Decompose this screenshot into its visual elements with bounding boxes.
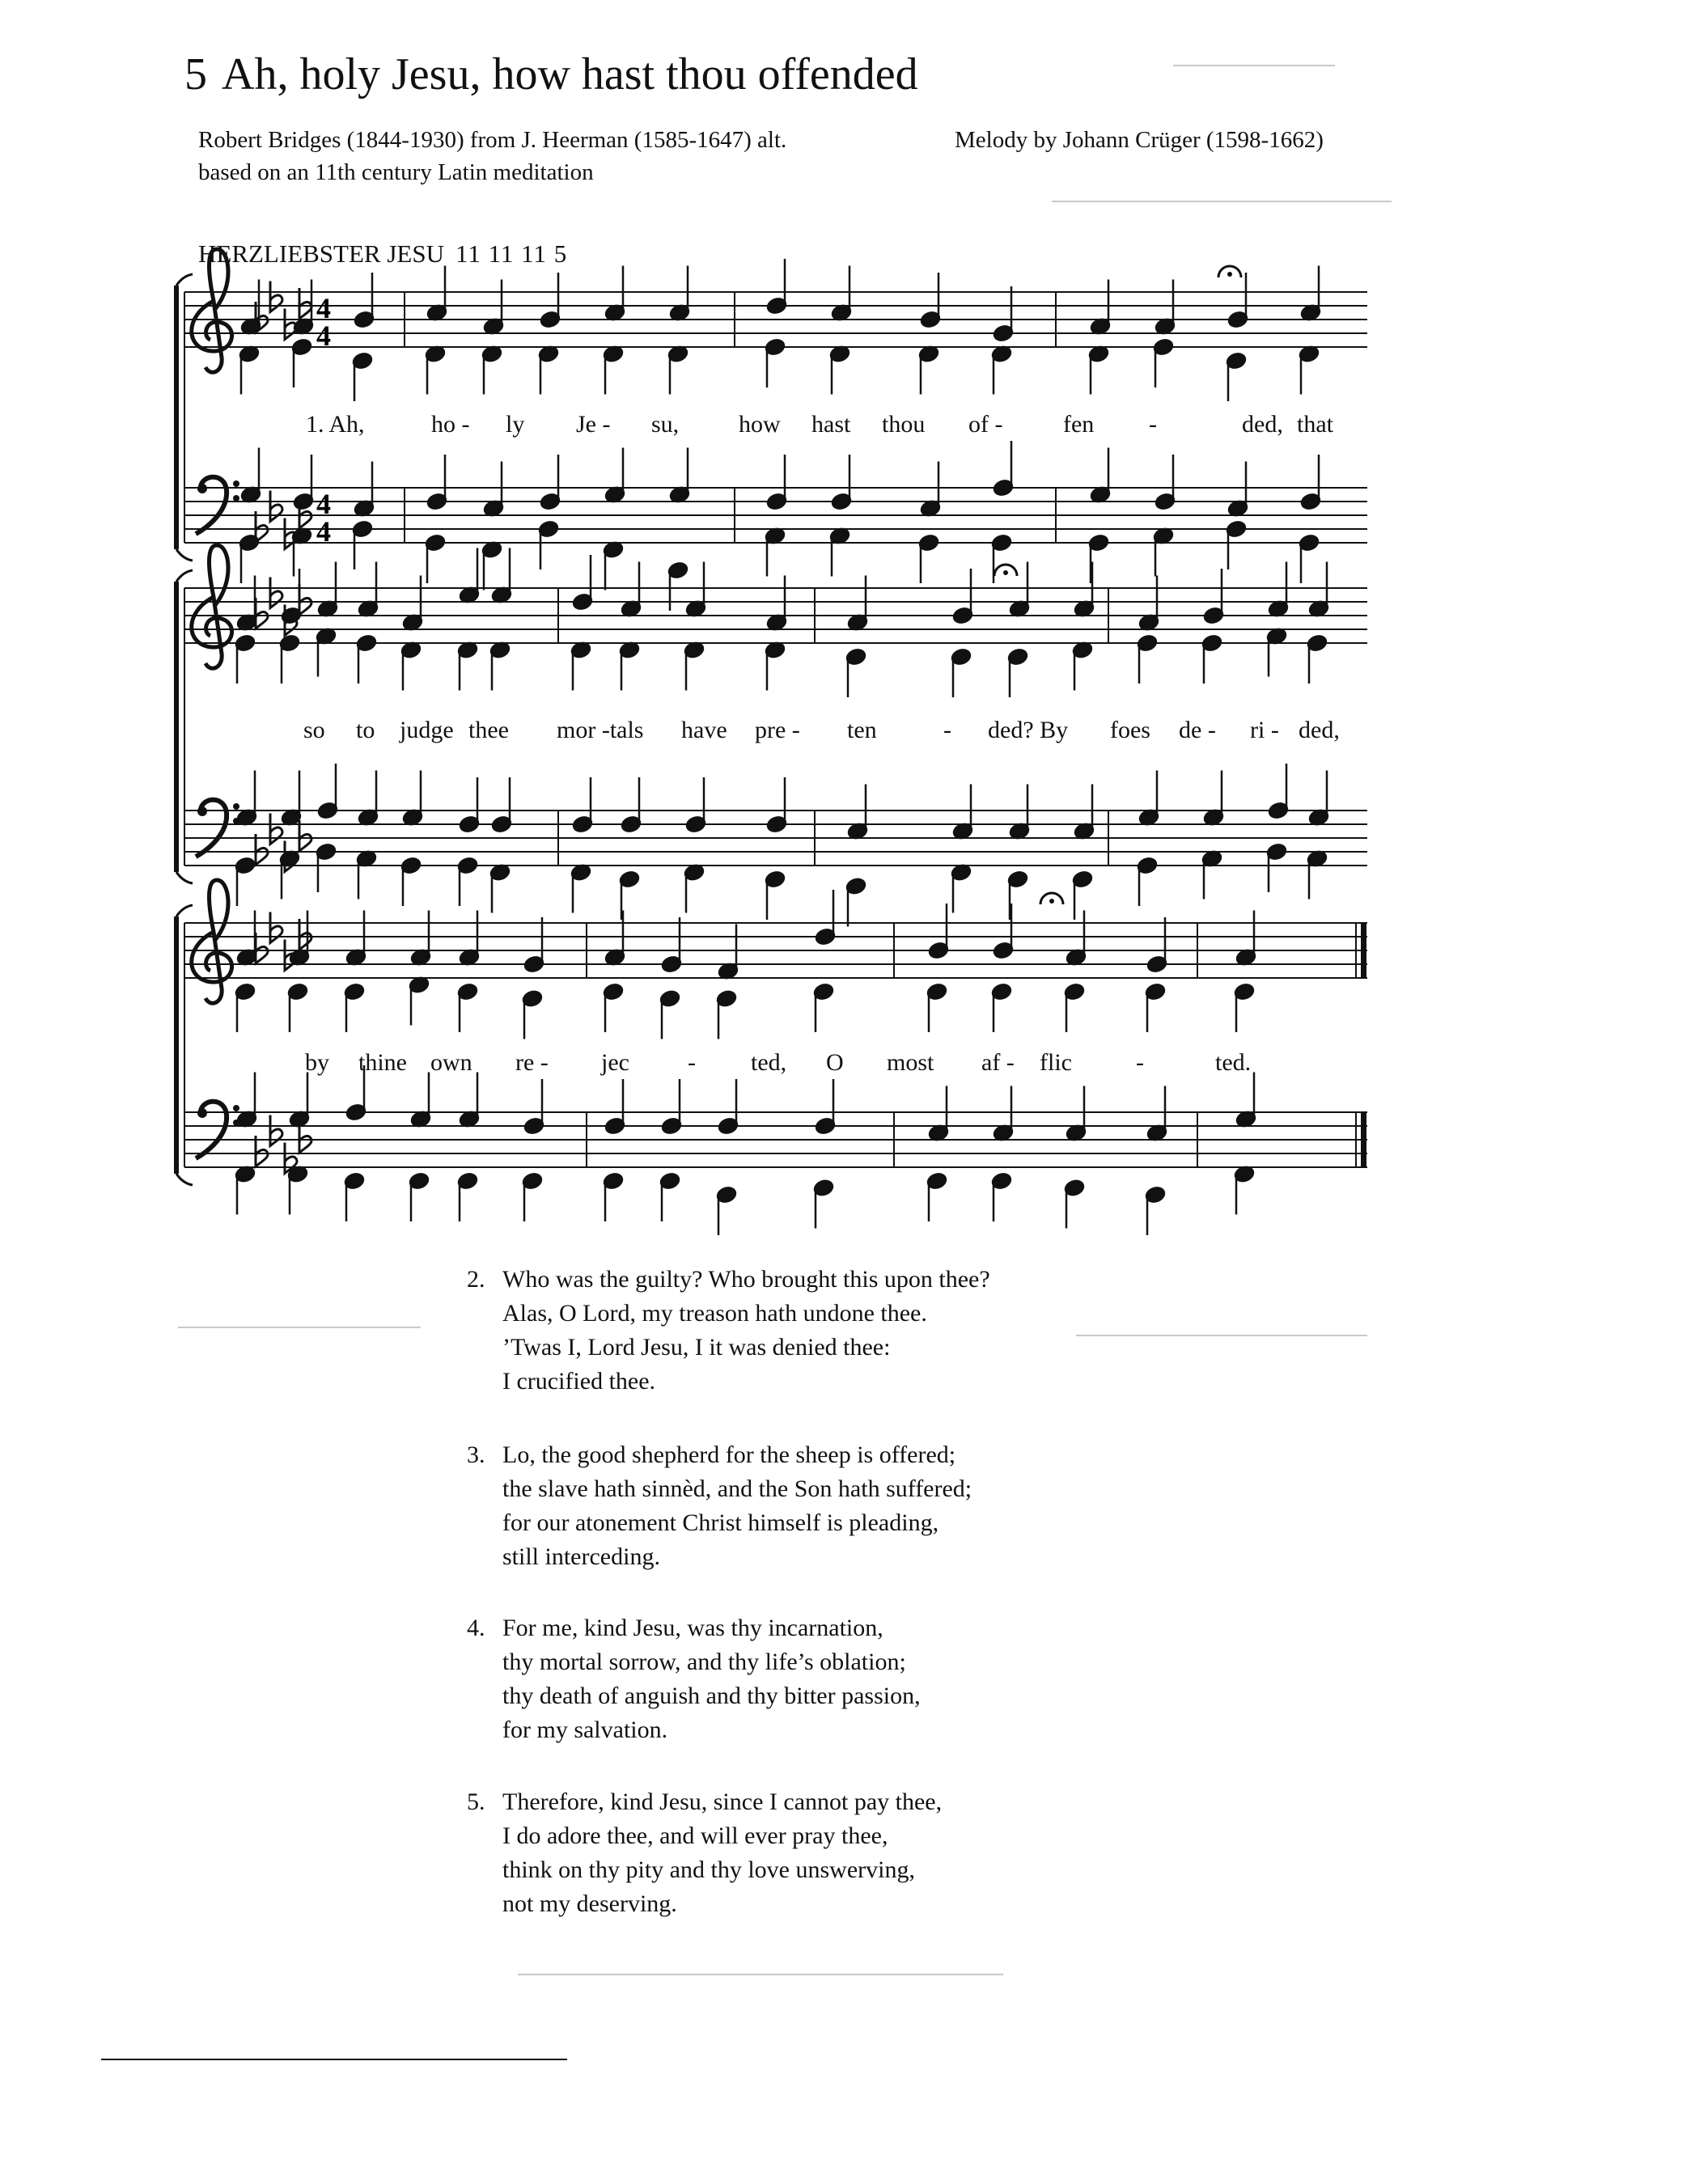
bracket-hook (176, 274, 193, 286)
lyric-syllable: hast (811, 411, 851, 438)
lyric-syllable: O (826, 1049, 844, 1076)
lyric-syllable: ted, (751, 1049, 787, 1076)
lyric-syllable: of - (968, 411, 1003, 438)
treble-clef (192, 545, 232, 668)
lyric-syllable: thine (358, 1049, 407, 1076)
scan-speck (178, 1327, 421, 1328)
lyric-syllable: thee (468, 717, 509, 743)
text-credit-line2: based on an 11th century Latin meditation (198, 159, 594, 185)
bass-clef (196, 1102, 239, 1158)
lyric-syllable: re - (515, 1049, 549, 1076)
lyric-syllable: flic (1040, 1049, 1072, 1076)
lyric-syllable: foes (1110, 717, 1150, 743)
verse-number: 2. (467, 1266, 485, 1293)
lyric-syllable: jec (601, 1049, 629, 1076)
hymn-title: Ah, holy Jesu, how hast thou offended (222, 49, 918, 99)
lyric-syllable: ly (506, 411, 525, 438)
tune-meter: 11 11 11 5 (455, 239, 568, 268)
lyric-syllable: that (1297, 411, 1333, 438)
key-flat (270, 491, 282, 522)
verse-number: 5. (467, 1788, 485, 1815)
bracket-hook (176, 905, 193, 916)
verse-line: Alas, O Lord, my treason hath undone thee. (502, 1300, 927, 1327)
verse-line: think on thy pity and thy love unswerving, (502, 1856, 915, 1883)
verse-2 (467, 1263, 990, 1399)
key-flat (270, 912, 282, 943)
treble-clef (192, 249, 232, 372)
bass-clef (196, 477, 239, 534)
lyric-syllable: by (305, 1049, 329, 1076)
final-bar-thick (1361, 1112, 1366, 1167)
verse-line: still interceding. (502, 1543, 660, 1570)
verse-line: I crucified thee. (502, 1368, 656, 1395)
system-1 (176, 249, 1367, 904)
bracket-hook (176, 549, 193, 561)
lyric-syllable: - (1136, 1049, 1144, 1076)
lyric-syllable: - (943, 717, 951, 743)
verse-line: I do adore thee, and will ever pray thee, (502, 1822, 888, 1849)
verse-3 (467, 1438, 972, 1574)
verse-line: thy death of anguish and thy bitter passion, (502, 1682, 921, 1709)
scan-speck (1076, 1335, 1367, 1336)
lyric-syllable: mor -tals (557, 717, 644, 743)
fermata-dot (1049, 899, 1054, 904)
fermata-dot (1003, 570, 1008, 575)
verse-line: the slave hath sinnèd, and the Son hath suffered; (502, 1475, 972, 1502)
lyric-syllable: ho - (431, 411, 470, 438)
bracket-hook (176, 570, 193, 582)
lyric-syllable: ded, (1242, 411, 1283, 438)
bass-clef (196, 800, 239, 857)
verse-line: for my salvation. (502, 1716, 668, 1743)
lyric-syllable: pre - (755, 717, 800, 743)
lyric-syllable: 1. Ah, (306, 411, 365, 438)
music-credit: Melody by Johann Crüger (1598-1662) (955, 127, 1324, 153)
verse-line: Lo, the good shepherd for the sheep is offered; (502, 1441, 956, 1468)
scan-speck (518, 1974, 1003, 1975)
key-flat (270, 281, 282, 312)
key-flat (270, 1115, 282, 1146)
verse-line: ’Twas I, Lord Jesu, I it was denied thee: (502, 1334, 891, 1361)
verse-line: Who was the guilty? Who brought this upon thee? (502, 1266, 990, 1293)
bracket-hook (176, 872, 193, 883)
lyric-syllable: most (887, 1049, 934, 1076)
treble-clef (192, 880, 232, 1003)
verse-5 (467, 1785, 942, 1921)
verse-line: not my deserving. (502, 1890, 677, 1917)
lyric-syllable: de - (1179, 717, 1216, 743)
lyric-syllable: own (430, 1049, 472, 1076)
lyric-syllable: - (688, 1049, 696, 1076)
hymn-number: 5 (184, 49, 207, 99)
lyric-syllable: ted. (1215, 1049, 1252, 1076)
lyric-syllable: so (303, 717, 325, 743)
lyric-syllable: - (1149, 411, 1157, 438)
verse-line: Therefore, kind Jesu, since I cannot pay thee, (502, 1788, 943, 1815)
lyric-syllable: have (681, 717, 727, 743)
time-signature-top: 4 (316, 488, 331, 520)
time-signature-top: 4 (316, 292, 331, 324)
bracket-hook (176, 1174, 193, 1185)
lyric-syllable: how (739, 411, 781, 438)
verse-line: thy mortal sorrow, and thy life’s oblation; (502, 1649, 906, 1675)
lyric-syllable: to (356, 717, 375, 743)
fermata-dot (1227, 272, 1232, 277)
lyric-syllable: Je - (576, 411, 611, 438)
time-signature-bottom: 4 (316, 320, 331, 352)
lyric-syllable: ri - (1250, 717, 1279, 743)
verse-line: for our atonement Christ himself is pleading, (502, 1509, 939, 1536)
lyric-syllable: ded? By (988, 717, 1069, 743)
lyric-syllable: thou (882, 411, 926, 438)
lyric-syllable: fen (1063, 411, 1095, 438)
key-flat (270, 578, 282, 608)
scan-speck (1173, 65, 1335, 66)
tune-name: HERZLIEBSTER JESU (198, 239, 444, 268)
final-bar-thick (1361, 923, 1366, 978)
verse-number: 3. (467, 1441, 485, 1468)
footer-rule (101, 2059, 567, 2060)
lyric-syllable: su, (651, 411, 680, 438)
verse-number: 4. (467, 1615, 485, 1641)
key-flat (270, 814, 282, 844)
text-credit-line1: Robert Bridges (1844-1930) from J. Heerman (1585-1647) alt. (198, 127, 787, 153)
verse-line: For me, kind Jesu, was thy incarnation, (502, 1615, 883, 1641)
lyric-syllable: af - (981, 1049, 1015, 1076)
lyric-syllable: judge (400, 717, 454, 743)
time-signature-bottom: 4 (316, 515, 331, 548)
scan-speck (1052, 201, 1392, 202)
lyric-syllable: ten (847, 717, 877, 743)
verse-4 (467, 1611, 921, 1747)
lyric-syllable: ded, (1299, 717, 1340, 743)
